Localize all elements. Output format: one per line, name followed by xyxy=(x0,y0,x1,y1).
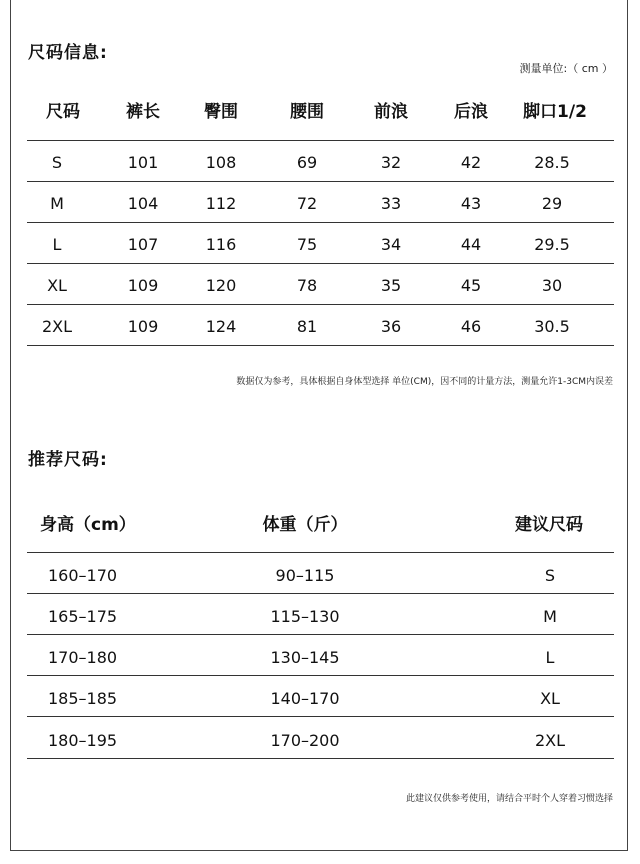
height-cell: 160–170 xyxy=(48,566,118,585)
size-cell: 2XL xyxy=(41,317,73,336)
length-cell: 109 xyxy=(127,276,159,295)
hip-cell: 112 xyxy=(205,194,237,213)
size-info-title: 尺码信息: xyxy=(28,43,108,63)
back-rise-cell: 46 xyxy=(460,317,482,336)
length-cell: 109 xyxy=(127,317,159,336)
weight-cell: 170–200 xyxy=(270,731,340,750)
recommend-footnote: 此建议仅供参考使用，请结合平时个人穿着习惯选择 xyxy=(405,794,613,804)
front-rise-cell: 34 xyxy=(380,235,402,254)
front-rise-cell: 35 xyxy=(380,276,402,295)
suggested-size-cell: 2XL xyxy=(534,731,566,750)
suggested-size-cell: XL xyxy=(540,689,560,708)
length-cell: 107 xyxy=(127,235,159,254)
length-cell: 104 xyxy=(127,194,159,213)
height-cell: 170–180 xyxy=(48,648,118,667)
size-header-size: 尺码 xyxy=(46,102,80,122)
waist-cell: 81 xyxy=(296,317,318,336)
leg-opening-cell: 30.5 xyxy=(534,317,570,336)
back-rise-cell: 45 xyxy=(460,276,482,295)
back-rise-cell: 42 xyxy=(460,153,482,172)
recommend-table-divider xyxy=(27,675,614,676)
front-rise-cell: 33 xyxy=(380,194,402,213)
size-header-length: 裤长 xyxy=(126,102,160,122)
size-cell: M xyxy=(50,194,64,213)
hip-cell: 116 xyxy=(205,235,237,254)
weight-cell: 90–115 xyxy=(275,566,335,585)
recommend-table-divider xyxy=(27,634,614,635)
leg-opening-cell: 30 xyxy=(541,276,563,295)
size-cell: XL xyxy=(47,276,67,295)
size-header-front-rise: 前浪 xyxy=(374,102,408,122)
suggested-size-cell: L xyxy=(545,648,555,667)
page-frame xyxy=(10,0,628,851)
size-cell: S xyxy=(51,153,63,172)
size-table-divider xyxy=(27,140,614,141)
weight-cell: 140–170 xyxy=(270,689,340,708)
hip-cell: 124 xyxy=(205,317,237,336)
height-cell: 165–175 xyxy=(48,607,118,626)
size-table-divider xyxy=(27,345,614,346)
size-table-divider xyxy=(27,263,614,264)
size-header-waist: 腰围 xyxy=(290,102,324,122)
front-rise-cell: 32 xyxy=(380,153,402,172)
recommend-table-divider xyxy=(27,716,614,717)
weight-cell: 115–130 xyxy=(270,607,340,626)
waist-cell: 69 xyxy=(296,153,318,172)
size-table-divider xyxy=(27,222,614,223)
recommend-size-title: 推荐尺码: xyxy=(28,450,108,470)
waist-cell: 78 xyxy=(296,276,318,295)
suggested-size-cell: M xyxy=(543,607,557,626)
size-header-hip: 臀围 xyxy=(204,102,238,122)
height-cell: 185–185 xyxy=(48,689,118,708)
waist-cell: 75 xyxy=(296,235,318,254)
back-rise-cell: 43 xyxy=(460,194,482,213)
size-header-leg-opening: 脚口1/2 xyxy=(523,102,587,122)
back-rise-cell: 44 xyxy=(460,235,482,254)
recommend-header-weight: 体重（斤） xyxy=(262,515,348,535)
recommend-header-height: 身高（cm） xyxy=(40,515,136,535)
leg-opening-cell: 28.5 xyxy=(534,153,570,172)
recommend-header-size: 建议尺码 xyxy=(515,515,583,535)
recommend-table-divider xyxy=(27,593,614,594)
recommend-table-divider xyxy=(27,758,614,759)
hip-cell: 120 xyxy=(205,276,237,295)
measure-unit-note: 测量单位:（ cm ） xyxy=(519,62,613,75)
recommend-table-divider xyxy=(27,552,614,553)
leg-opening-cell: 29 xyxy=(541,194,563,213)
waist-cell: 72 xyxy=(296,194,318,213)
size-header-back-rise: 后浪 xyxy=(454,102,488,122)
suggested-size-cell: S xyxy=(544,566,556,585)
size-footnote: 数据仅为参考，具体根据自身体型选择 单位(CM)，因不同的计量方法，测量允许1-3CM内误差 xyxy=(236,377,613,387)
front-rise-cell: 36 xyxy=(380,317,402,336)
size-cell: L xyxy=(52,235,62,254)
height-cell: 180–195 xyxy=(48,731,118,750)
leg-opening-cell: 29.5 xyxy=(534,235,570,254)
size-table-divider xyxy=(27,181,614,182)
weight-cell: 130–145 xyxy=(270,648,340,667)
length-cell: 101 xyxy=(127,153,159,172)
size-table-divider xyxy=(27,304,614,305)
hip-cell: 108 xyxy=(205,153,237,172)
